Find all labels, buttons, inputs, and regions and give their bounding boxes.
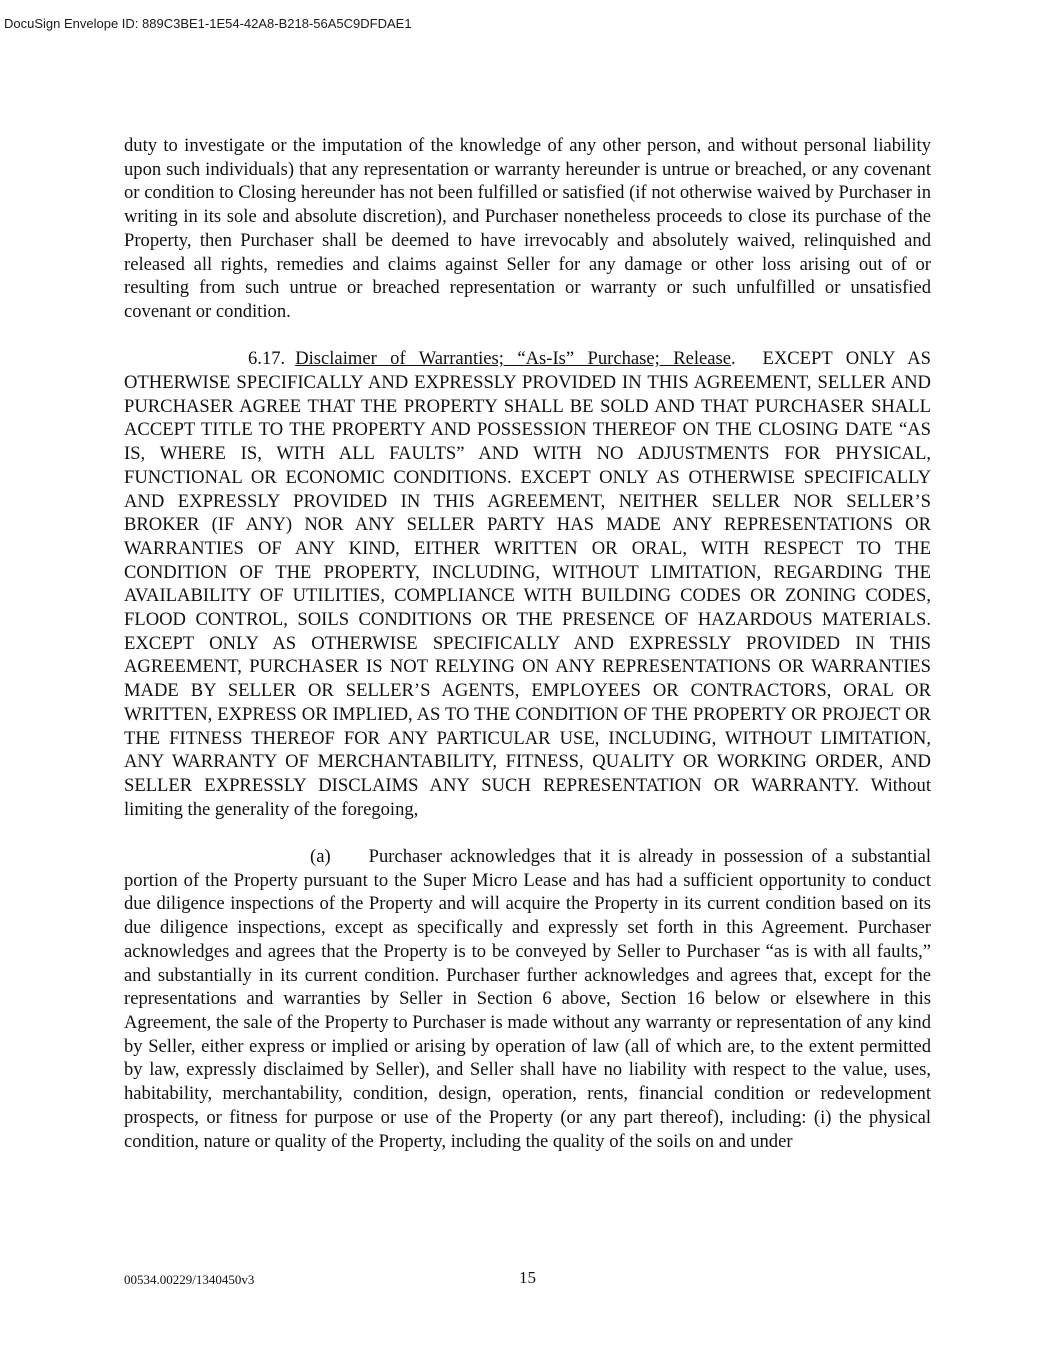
section-heading: Disclaimer of Warranties; “As-Is” Purchase; Release bbox=[295, 348, 732, 370]
subsection-a-paragraph bbox=[124, 845, 931, 1153]
document-body bbox=[124, 134, 931, 1153]
docusign-envelope-id: DocuSign Envelope ID: 889C3BE1-1E54-42A8-B218-56A5C9DFDAE1 bbox=[4, 16, 412, 31]
section-6-17-paragraph bbox=[124, 347, 931, 821]
section-heading-punctuation: . bbox=[731, 348, 736, 370]
section-text: EXCEPT ONLY AS OTHERWISE SPECIFICALLY AND EXPRESSLY PROVIDED IN THIS AGREEMENT, SELLER AND PURCHASER AGREE THAT THE PROPERTY SHALL BE SOLD AND THAT PURCHASER SHALL ACCEPT TITLE TO THE PROPERTY AND POSSESSION THEREOF ON THE CLOSING DATE “AS IS, WHERE IS, WITH ALL FAULTS” AND WITH NO ADJUSTMENTS FOR PHYSICAL, FUNCTIONAL OR ECONOMIC CONDITIONS. EXCEPT ONLY AS OTHERWISE SPECIFICALLY AND EXPRESSLY PROVIDED IN THIS AGREEMENT, NEITHER SELLER NOR SELLER’S BROKER (IF ANY) NOR ANY SELLER PARTY HAS MADE ANY REPRESENTATIONS OR WARRANTIES OF ANY KIND, EITHER WRITTEN OR ORAL, WITH RESPECT TO THE CONDITION OF THE PROPERTY, INCLUDING, WITHOUT LIMITATION, REGARDING THE AVAILABILITY OF UTILITIES, COMPLIANCE WITH BUILDING CODES OR ZONING CODES, FLOOD CONTROL, SOILS CONDITIONS OR THE PRESENCE OF HAZARDOUS MATERIALS. EXCEPT ONLY AS OTHERWISE SPECIFICALLY AND EXPRESSLY PROVIDED IN THIS AGREEMENT, PURCHASER IS NOT RELYING ON ANY REPRESENTATIONS OR WARRANTIES MADE BY SELLER OR SELLER’S AGENTS, EMPLOYEES OR CONTRACTORS, ORAL OR WRITTEN, EXPRESS OR IMPLIED, AS TO THE CONDITION OF THE PROPERTY OR PROJECT OR THE FITNESS THEREOF FOR ANY PARTICULAR USE, INCLUDING, WITHOUT LIMITATION, ANY WARRANTY OF MERCHANTABILITY, FITNESS, QUALITY OR WORKING ORDER, AND SELLER EXPRESSLY DISCLAIMS ANY SUCH REPRESENTATION OR WARRANTY. Without limiting the generality of the foregoing, bbox=[124, 348, 931, 820]
subsection-text: Purchaser acknowledges that it is already in possession of a substantial portion of the Property pursuant to the Super Micro Lease and has had a sufficient opportunity to conduct due diligence inspections of the Property and will acquire the Property in its current condition based on its due diligence inspections, except as specifically and expressly set forth in this Agreement. Purchaser acknowledges and agrees that the Property is to be conveyed by Seller to Purchaser “as is with all faults,” and substantially in its current condition. Purchaser further acknowledges and agrees that, except for the representations and warranties by Seller in Section 6 above, Section 16 below or elsewhere in this Agreement, the sale of the Property to Purchaser is made without any warranty or representation of any kind by Seller, either express or implied or arising by operation of law (all of which are, to the extent permitted by law, expressly disclaimed by Seller), and Seller shall have no liability with respect to the value, uses, habitability, merchantability, condition, design, operation, rents, financial condition or redevelopment prospects, or fitness for purpose or use of the Property (or any part thereof), including: (i) the physical condition, nature or quality of the Property, including the quality of the soils on and under bbox=[124, 846, 931, 1152]
subsection-label: (a) bbox=[310, 846, 331, 868]
footer-document-id: 00534.00229/1340450v3 bbox=[124, 1272, 255, 1287]
page-number: 15 bbox=[519, 1268, 536, 1287]
continuation-paragraph: duty to investigate or the imputation of the knowledge of any other person, and without personal liability upon such individuals) that any representation or warranty hereunder is untrue or breached, or any covenant or condition to Closing hereunder has not been fulfilled or satisfied (if not otherwise waived by Purchaser in writing in its sole and absolute discretion), and Purchaser nonetheless proceeds to close its purchase of the Property, then Purchaser shall be deemed to have irrevocably and absolutely waived, relinquished and released all rights, remedies and claims against Seller for any damage or other loss arising out of or resulting from such untrue or breached representation or warranty or such unfulfilled or unsatisfied covenant or condition. bbox=[124, 135, 931, 322]
section-number: 6.17. bbox=[248, 348, 286, 370]
